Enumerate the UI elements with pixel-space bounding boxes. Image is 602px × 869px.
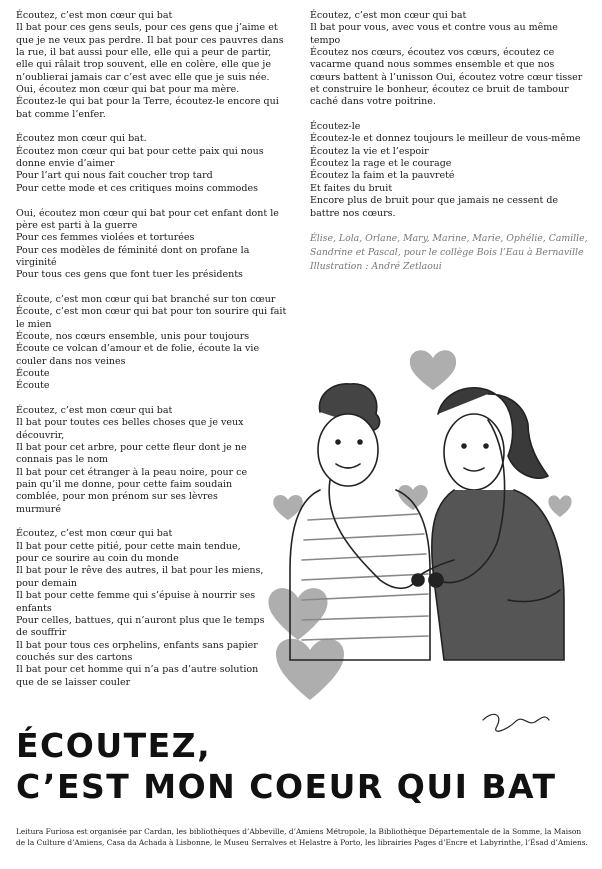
heart-icon	[398, 485, 428, 510]
poem-stanza	[16, 405, 288, 516]
poem-line: Il bat pour toutes ces belles choses que je veux	[16, 417, 244, 429]
poem-line: donne envie d’aimer	[16, 158, 115, 170]
poem-line: Oui, écoutez mon cœur qui bat pour ma mère.	[16, 84, 240, 96]
poem-line: le mien	[16, 318, 52, 330]
poem-line: pour demain	[16, 577, 78, 589]
poem-line: murmuré	[16, 503, 61, 515]
poem-line: Oui, écoutez mon cœur qui bat pour cet enfant dont le	[16, 207, 279, 219]
poem-line: Écoutez nos cœurs, écoutez vos cœurs, écoutez ce	[310, 47, 555, 59]
poem-stanza	[310, 121, 590, 220]
credits-line: Sandrine et Pascal, pour le collège Bois l’Eau à Bernaville	[310, 247, 584, 259]
poem-line: Écoutez-le qui bat pour la Terre, écoutez-le encore qui	[16, 96, 279, 108]
poem-line: comblée, pour mon prénom sur ses lèvres	[16, 491, 218, 503]
poem-line: enfants	[16, 602, 52, 614]
poem-line: Et faites du bruit	[310, 182, 393, 194]
credits	[310, 232, 590, 274]
poem-line: bat comme l’enfer.	[16, 108, 106, 120]
poem-line: de souffrir	[16, 627, 67, 639]
title-line-2: C’EST MON COEUR QUI BAT	[16, 767, 557, 806]
poem-line: Écoutez, c’est mon cœur qui bat	[16, 10, 173, 21]
poem-line: Écoutez la faim et la pauvreté	[310, 170, 455, 182]
poem-line: Pour cette mode et ces critiques moins commodes	[16, 182, 258, 194]
poem-left-column	[16, 10, 288, 701]
title-line-1: ÉCOUTEZ,	[16, 726, 212, 765]
poem-line: Écoutez la rage et le courage	[310, 158, 452, 170]
poster-title	[16, 725, 576, 807]
poem-line: Il bat pour ces gens seuls, pour ces gens que j’aime et	[16, 22, 278, 34]
poem-line: tempo	[310, 34, 341, 46]
poem-line: Il bat pour vous, avec vous et contre vous au même	[310, 22, 558, 34]
poem-line: Il bat pour cette femme qui s’épuise à nourrir ses	[16, 590, 256, 602]
poem-line: Écoutez la vie et l’espoir	[310, 145, 429, 157]
poem-line: vacarme quand nous sommes ensemble et que nos	[310, 59, 555, 71]
illustration-children-stethoscope	[268, 340, 602, 740]
poem-right-column	[310, 10, 590, 274]
poem-line: Il bat pour cet homme qui n’a pas d’autre solution	[16, 664, 259, 676]
poem-line: couler dans nos veines	[16, 355, 126, 367]
heart-icon	[268, 588, 327, 640]
poem-line: n’oublierai jamais car c’est avec elle que je suis née.	[16, 71, 270, 83]
poem-line: Écoutez mon cœur qui bat pour cette paix qui nous	[16, 145, 264, 157]
poem-line: Pour ces femmes violées et torturées	[16, 232, 195, 244]
credits-line: Illustration : André Zetlaoui	[310, 261, 442, 273]
poem-line: Écoute, c’est mon cœur qui bat pour ton sourire qui fait	[16, 306, 287, 318]
poem-line: Écoutez-le et donnez toujours le meilleur de vous-même	[310, 133, 581, 145]
poem-line: cœurs battent à l’unisson Oui, écoutez votre cœur tisser	[310, 71, 583, 83]
poem-stanza	[16, 208, 288, 282]
poem-stanza	[16, 10, 288, 121]
poem-line: découvrir,	[16, 429, 65, 441]
poem-line: Écoute	[16, 367, 50, 379]
poem-line: Écoutez, c’est mon cœur qui bat	[16, 528, 173, 540]
poem-line: que je ne veux pas perdre. Il bat pour ces pauvres dans	[16, 34, 284, 46]
poem-line: Il bat pour le rêve des autres, il bat pour les miens,	[16, 565, 264, 577]
poem-line: couchés sur des cartons	[16, 651, 133, 663]
poem-line: Écoute, nos cœurs ensemble, unis pour toujours	[16, 330, 250, 342]
poem-line: que de se laisser couler	[16, 676, 131, 688]
poem-line: Il bat pour cet étranger à la peau noire, pour ce	[16, 466, 248, 478]
poem-line: Pour ces modèles de féminité dont on profane la	[16, 244, 250, 256]
poem-stanza	[16, 528, 288, 688]
poem-line: Écoutez mon cœur qui bat.	[16, 133, 147, 145]
poem-line: Écoutez-le	[310, 121, 361, 133]
poem-line: Il bat pour tous ces orphelins, enfants sans papier	[16, 639, 258, 651]
poem-line: Écoute, c’est mon cœur qui bat branché sur ton cœur	[16, 293, 276, 305]
poem-line: Pour l’art qui nous fait coucher trop tard	[16, 170, 213, 182]
poem-line: caché dans votre poitrine.	[310, 96, 436, 108]
poem-line: Écoutez, c’est mon cœur qui bat	[16, 405, 173, 416]
poem-line: Il bat pour cette pitié, pour cette main tendue,	[16, 540, 241, 552]
credits-line: Élise, Lola, Orlane, Mary, Marine, Marie, Ophélie, Camille,	[310, 233, 588, 245]
poem-line: elle qui râlait trop souvent, elle en colère, elle que je	[16, 59, 271, 71]
poem-line: battre nos cœurs.	[310, 207, 396, 219]
heart-icon	[410, 350, 456, 390]
poem-stanza	[16, 294, 288, 393]
poem-line: Encore plus de bruit pour que jamais ne cessent de	[310, 195, 559, 207]
poem-line: Écoutez, c’est mon cœur qui bat	[310, 10, 467, 21]
footer-credits: Leitura Furiosa est organisée par Cardan, les bibliothèques d’Abbeville, d’Amiens Métropole, la Bibliothèque Départementale de la Somme, la Maison de la Culture d’Amiens, Casa da Achada à Lisbonne, le Museu Serralves et Helastre à Porto, les librairies Pages d’Encre et Labyrinthe, l’Ésad d’Amiens.	[16, 827, 588, 847]
poem-stanza	[310, 10, 590, 109]
poem-line: Pour tous ces gens que font tuer les présidents	[16, 269, 243, 281]
poem-line: pour ce sourire au coin du monde	[16, 553, 179, 565]
poem-line: connais pas le nom	[16, 454, 109, 466]
poem-line: Il bat pour cet arbre, pour cette fleur dont je ne	[16, 442, 247, 454]
poem-line: la rue, il bat aussi pour elle, elle qui a peur de partir,	[16, 47, 272, 59]
poem-stanza	[16, 133, 288, 195]
heart-icon	[548, 495, 571, 517]
poem-line: pain qu’il me donne, pour cette faim soudain	[16, 479, 233, 491]
heart-icon	[276, 639, 344, 700]
poem-line: Pour celles, battues, qui n’auront plus que le temps	[16, 614, 265, 626]
poem-line: Écoute ce volcan d’amour et de folie, écoute la vie	[16, 343, 260, 355]
poem-line: et construire le bonheur, écoutez ce bruit de tambour	[310, 84, 569, 96]
poem-line: père est parti à la guerre	[16, 219, 138, 231]
poem-line: virginité	[16, 256, 57, 268]
poem-line: Écoute	[16, 380, 50, 392]
